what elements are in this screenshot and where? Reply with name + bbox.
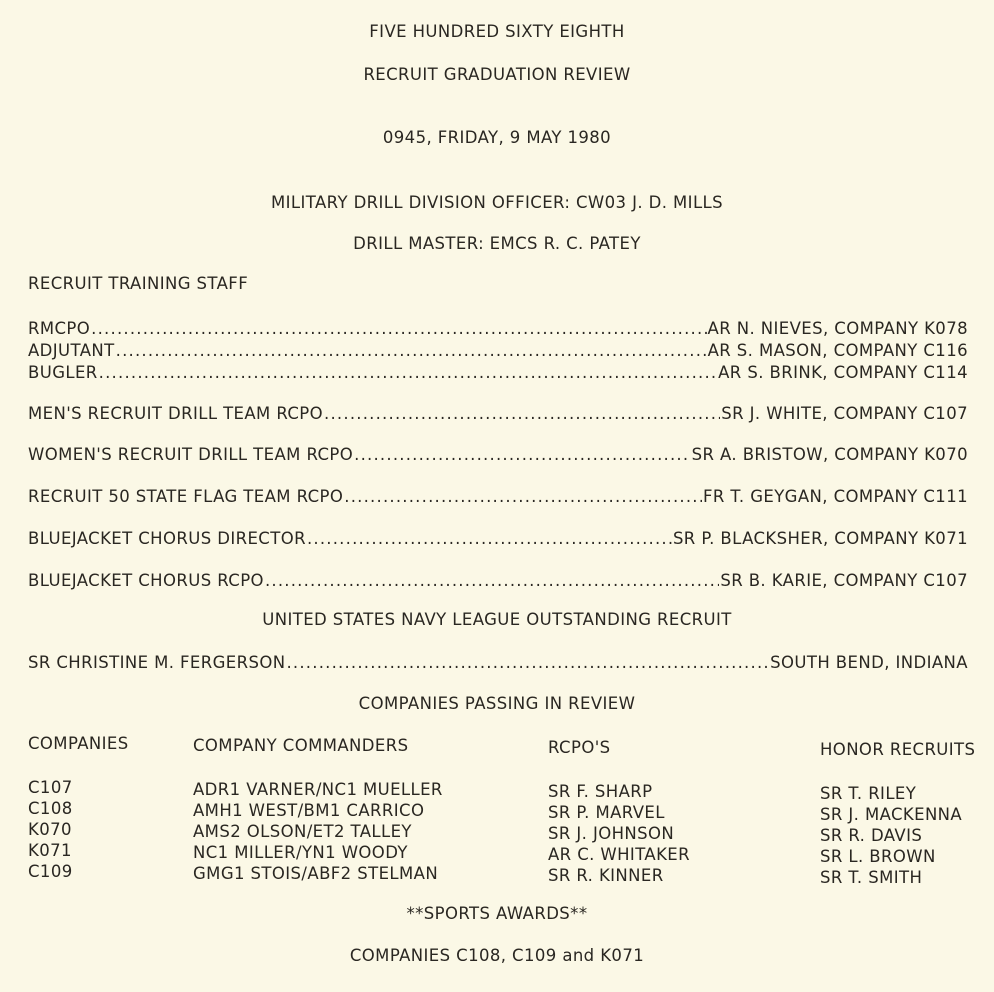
table-cell: SR R. DAVIS: [820, 826, 923, 845]
staff-entry: [28, 318, 968, 338]
review-heading: COMPANIES PASSING IN REVIEW: [358, 694, 636, 713]
table-cell: K071: [28, 841, 72, 860]
sports-awards-heading: **SPORTS AWARDS**: [406, 904, 588, 923]
staff-person: SR A. BRISTOW, COMPANY K070: [691, 445, 968, 464]
table-cell: GMG1 STOIS/ABF2 STELMAN: [193, 864, 439, 883]
table-cell: AR C. WHITAKER: [548, 845, 690, 864]
table-cell: SR J. MACKENNA: [820, 805, 963, 824]
table-cell: SR T. RILEY: [820, 784, 917, 803]
recipient-hometown: SOUTH BEND, INDIANA: [770, 653, 968, 672]
staff-entry: [28, 340, 968, 360]
staff-entry: [28, 403, 968, 423]
table-cell: ADR1 VARNER/NC1 MUELLER: [193, 780, 443, 799]
staff-entry: [28, 444, 968, 464]
staff-heading: RECRUIT TRAINING STAFF: [28, 274, 249, 293]
title-line-2: RECRUIT GRADUATION REVIEW: [363, 65, 631, 84]
staff-role: MEN'S RECRUIT DRILL TEAM RCPO: [28, 404, 324, 423]
table-cell: SR P. MARVEL: [548, 803, 665, 822]
staff-role: BLUEJACKET CHORUS RCPO: [28, 571, 264, 590]
staff-role: RMCPO: [28, 319, 91, 338]
staff-role: RECRUIT 50 STATE FLAG TEAM RCPO: [28, 487, 344, 506]
staff-entry: [28, 362, 968, 382]
recipient-name: SR CHRISTINE M. FERGERSON: [28, 653, 286, 672]
staff-person: SR P. BLACKSHER, COMPANY K071: [672, 529, 968, 548]
table-cell: K070: [28, 820, 72, 839]
staff-role: BLUEJACKET CHORUS DIRECTOR: [28, 529, 306, 548]
table-cell: AMS2 OLSON/ET2 TALLEY: [193, 822, 412, 841]
staff-entry: [28, 528, 968, 548]
table-cell: AMH1 WEST/BM1 CARRICO: [193, 801, 425, 820]
sports-awards-winners: COMPANIES C108, C109 and K071: [349, 946, 645, 965]
drill-division-officer: MILITARY DRILL DIVISION OFFICER: CW03 J. D. MILLS: [270, 193, 724, 212]
staff-role: ADJUTANT: [28, 341, 115, 360]
staff-person: AR S. MASON, COMPANY C116: [707, 341, 968, 360]
column-header-rcpos: RCPO'S: [548, 738, 611, 757]
table-cell: SR J. JOHNSON: [548, 824, 675, 843]
table-cell: C109: [28, 862, 73, 881]
column-header-companies: COMPANIES: [28, 734, 129, 753]
navy-league-heading: UNITED STATES NAVY LEAGUE OUTSTANDING RECRUIT: [262, 610, 732, 629]
drill-master: DRILL MASTER: EMCS R. C. PATEY: [353, 234, 641, 253]
staff-role: BUGLER: [28, 363, 98, 382]
staff-person: FR T. GEYGAN, COMPANY C111: [702, 487, 968, 506]
commanders-column: [193, 779, 443, 884]
navy-league-recipient: [28, 652, 968, 672]
staff-entry: [28, 570, 968, 590]
table-cell: SR L. BROWN: [820, 847, 936, 866]
staff-person: SR J. WHITE, COMPANY C107: [721, 404, 968, 423]
staff-person: AR N. NIEVES, COMPANY K078: [707, 319, 968, 338]
table-cell: SR F. SHARP: [548, 782, 653, 801]
table-cell: SR R. KINNER: [548, 866, 664, 885]
rcpos-column: [548, 781, 690, 886]
column-header-commanders: COMPANY COMMANDERS: [193, 736, 409, 755]
table-cell: C108: [28, 799, 73, 818]
honor-recruits-column: [820, 783, 962, 888]
staff-person: SR B. KARIE, COMPANY C107: [720, 571, 968, 590]
staff-person: AR S. BRINK, COMPANY C114: [718, 363, 968, 382]
title-line-1: FIVE HUNDRED SIXTY EIGHTH: [369, 22, 625, 41]
date-time: 0945, FRIDAY, 9 MAY 1980: [382, 128, 612, 147]
staff-role: WOMEN'S RECRUIT DRILL TEAM RCPO: [28, 445, 354, 464]
staff-entry: [28, 486, 968, 506]
column-header-honor-recruits: HONOR RECRUITS: [820, 740, 976, 759]
table-cell: SR T. SMITH: [820, 868, 923, 887]
table-cell: C107: [28, 778, 73, 797]
companies-column: [28, 777, 73, 882]
table-cell: NC1 MILLER/YN1 WOODY: [193, 843, 408, 862]
